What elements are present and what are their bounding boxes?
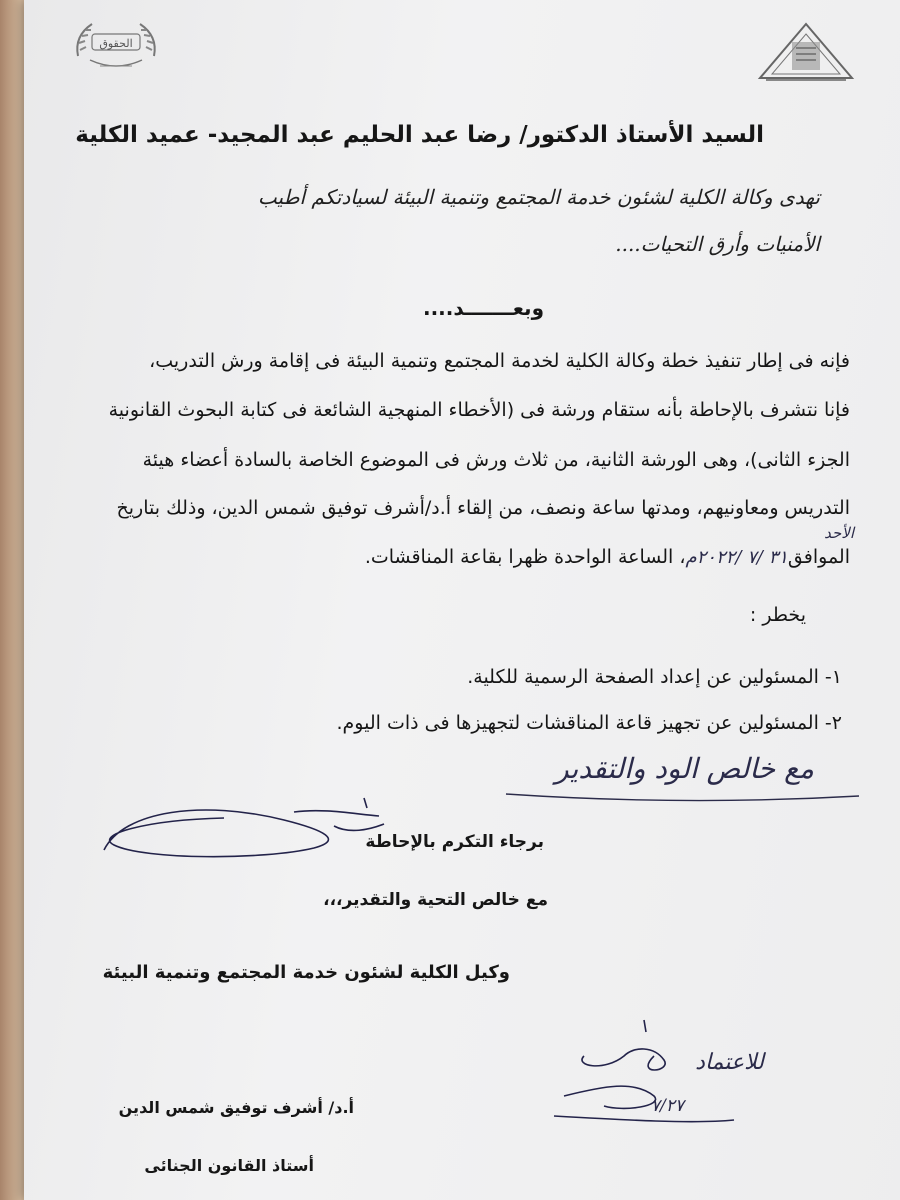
closing-regards: مع خالص التحية والتقدير،،، — [323, 890, 548, 910]
body-line-4: التدريس ومعاونيهم، ومدتها ساعة ونصف، من إلقاء أ.د/أشرف توفيق شمس الدين، وذلك بتاريخ — [116, 497, 850, 519]
seal-text: الحقوق — [99, 37, 133, 50]
notify-item-2: ٢- المسئولين عن تجهيز قاعة المناقشات لتجهيزها فى ذات اليوم. — [336, 712, 842, 734]
body-line-2: فإنا نتشرف بالإحاطة بأنه ستقام ورشة فى (الأخطاء المنهجية الشائعة فى كتابة البحوث القانونية — [108, 399, 850, 421]
faculty-seal-logo — [70, 16, 162, 78]
handwritten-date: ٧/٢٧ — [650, 1096, 684, 1116]
signatory-position: أستاذ القانون الجنائى — [144, 1156, 314, 1175]
body-line-1: فإنه فى إطار تنفيذ خطة وكالة الكلية لخدمة المجتمع وتنمية البيئة فى إقامة ورش التدريب، — [149, 350, 850, 372]
notify-item-1: ١- المسئولين عن إعداد الصفحة الرسمية للكلية. — [467, 666, 842, 688]
signatory-name: أ.د/ أشرف توفيق شمس الدين — [118, 1098, 354, 1117]
opening-word: وبعـــــــد.... — [422, 296, 544, 320]
approval-signature — [544, 1016, 744, 1136]
handwritten-day: الأحد — [824, 524, 854, 542]
dean-signature — [84, 790, 394, 870]
greeting-line-2: الأمنيات وأرق التحيات.... — [615, 232, 820, 256]
university-logo — [756, 20, 856, 84]
letter-paper — [24, 0, 900, 1200]
addressee-line: السيد الأستاذ الدكتور/ رضا عبد الحليم عبد المجيد- عميد الكلية — [75, 122, 764, 148]
handwritten-regards-note: مع خالص الود والتقدير — [555, 752, 814, 785]
date-suffix: ، الساعة الواحدة ظهرا بقاعة المناقشات. — [364, 546, 686, 568]
note-underline — [504, 786, 864, 806]
body-line-5 — [365, 546, 850, 568]
closing-request: برجاء التكرم بالإحاطة — [365, 832, 544, 852]
handwritten-approval: للاعتماد — [695, 1050, 764, 1075]
meeting-date: ٣١ /٧ /٢٠٢٢م — [685, 547, 788, 568]
date-prefix: الموافق — [787, 546, 850, 568]
notify-label: يخطر : — [749, 604, 806, 626]
closing-title: وكيل الكلية لشئون خدمة المجتمع وتنمية البيئة — [102, 962, 510, 983]
body-line-3: الجزء الثانى)، وهى الورشة الثانية، من ثلاث ورش فى الموضوع الخاصة بالسادة أعضاء هيئة — [142, 449, 850, 471]
greeting-line-1: تهدى وكالة الكلية لشئون خدمة المجتمع وتنمية البيئة لسيادتكم أطيب — [257, 185, 820, 209]
